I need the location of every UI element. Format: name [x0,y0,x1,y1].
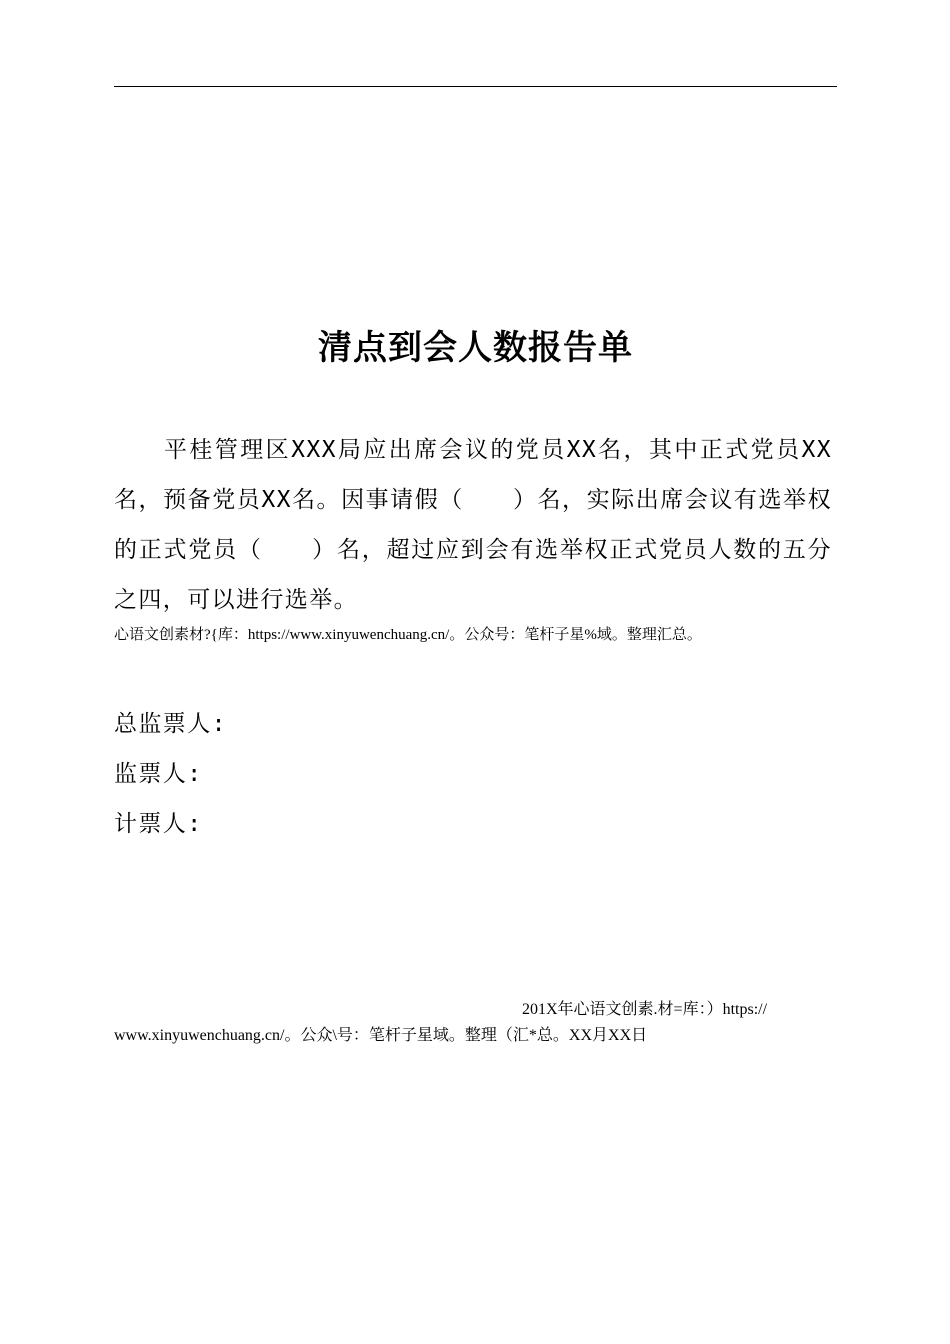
vote-counter-label: 计票人: [114,811,203,837]
footer-date-block [114,997,837,1049]
header-rule [114,86,837,87]
footer-line-2: www.xinyuwenchuang.cn/。公众\号：笔杆子星域。整理（汇*总。XX月XX日 [114,1027,648,1044]
chief-scrutineer-label: 总监票人: [114,711,227,737]
source-watermark-line: 心语文创素材?{库：https://www.xinyuwenchuang.cn/。公众号：笔杆子星%域。整理汇总。 [114,627,702,643]
report-body-paragraph: 平桂管理区XXX局应出席会议的党员XX名，其中正式党员XX名，预备党员XX名。因事请假（ ）名，实际出席会议有选举权的正式党员（ ）名，超过应到会有选举权正式党员人数的五分之四，可以进行选举。 [114,437,832,613]
scrutineer-label: 监票人: [114,761,203,787]
document-title: 清点到会人数报告单 [318,328,633,368]
footer-line-1: 201X年心语文创素.材=库：）https:// [522,1001,768,1018]
